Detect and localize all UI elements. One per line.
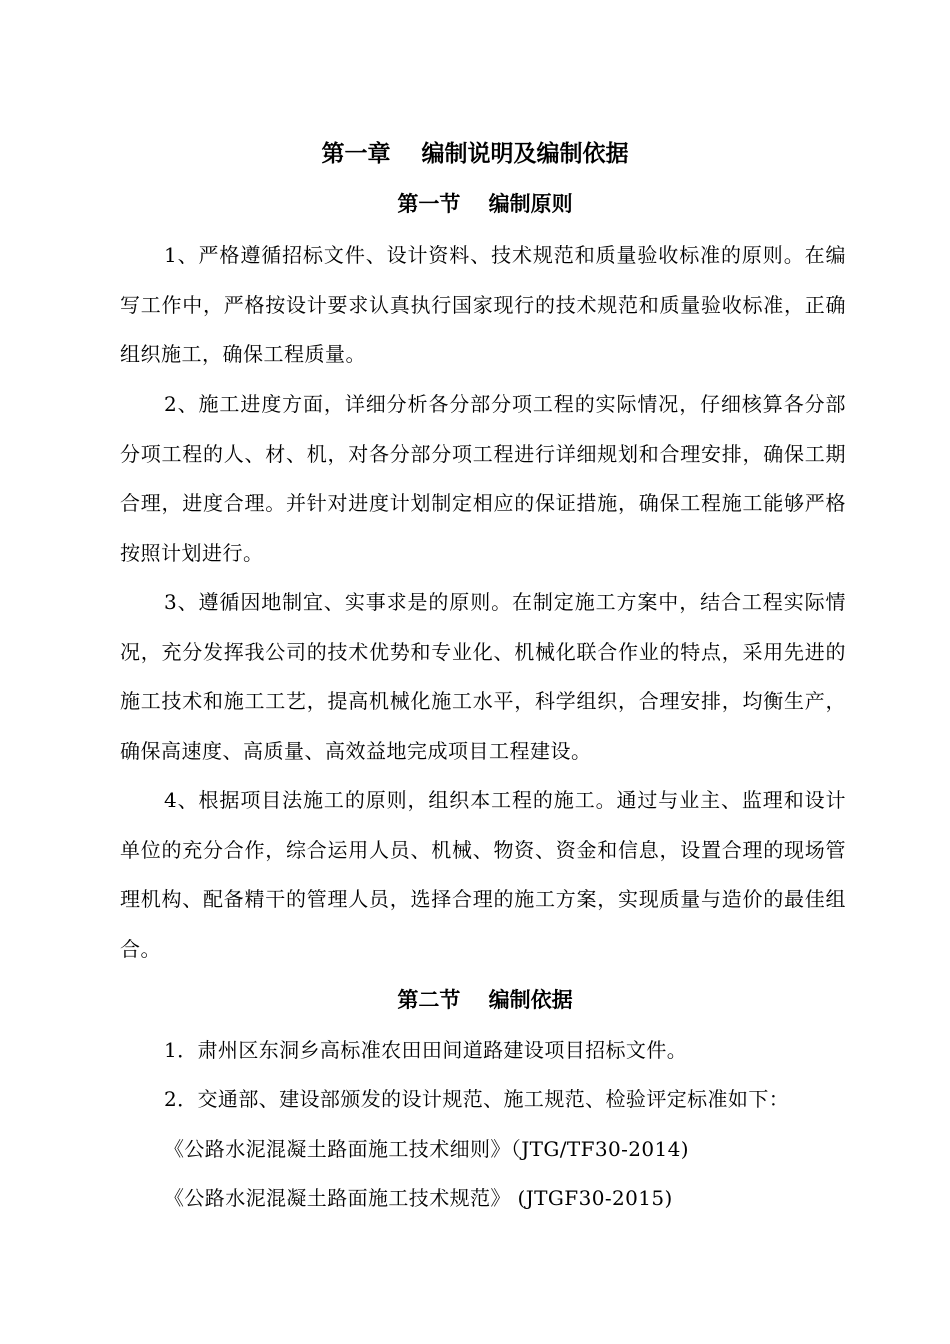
principle-paragraph-1: 1、严格遵循招标文件、设计资料、技术规范和质量验收标准的原则。在编写工作中，严格按设计要求认真执行国家现行的技术规范和质量验收标准，正确组织施工，确保工程质量。 [120, 243, 846, 366]
basis-standard-2: 《公路水泥混凝土路面施工技术规范》 (JTGF30-2015) [164, 1186, 673, 1210]
principle-paragraph-2: 2、施工进度方面，详细分析各分部分项工程的实际情况，仔细核算各分部分项工程的人、材、机，对各分部分项工程进行详细规划和合理安排，确保工期合理，进度合理。并针对进度计划制定相应的保证措施，确保工程施工能够严格按照计划进行。 [120, 392, 846, 565]
basis-standard-1: 《公路水泥混凝土路面施工技术细则》（JTG/TF30-2014) [164, 1137, 689, 1161]
section-title-principles: 第一节 编制原则 [397, 192, 573, 216]
principle-paragraph-3: 3、遵循因地制宜、实事求是的原则。在制定施工方案中，结合工程实际情况，充分发挥我公司的技术优势和专业化、机械化联合作业的特点，采用先进的施工技术和施工工艺，提高机械化施工水平，科学组织，合理安排，均衡生产，确保高速度、高质量、高效益地完成项目工程建设。 [120, 590, 846, 763]
chapter-title: 第一章 编制说明及编制依据 [321, 141, 629, 167]
basis-item-2: 2．交通部、建设部颁发的设计规范、施工规范、检验评定标准如下： [164, 1087, 790, 1111]
principle-paragraph-4: 4、根据项目法施工的原则，组织本工程的施工。通过与业主、监理和设计单位的充分合作，综合运用人员、机械、物资、资金和信息，设置合理的现场管理机构、配备精干的管理人员，选择合理的施工方案，实现质量与造价的最佳组合。 [120, 788, 846, 961]
basis-item-1: 1．肃州区东洞乡高标准农田田间道路建设项目招标文件。 [164, 1038, 688, 1062]
section-title-basis: 第二节 编制依据 [397, 988, 573, 1012]
